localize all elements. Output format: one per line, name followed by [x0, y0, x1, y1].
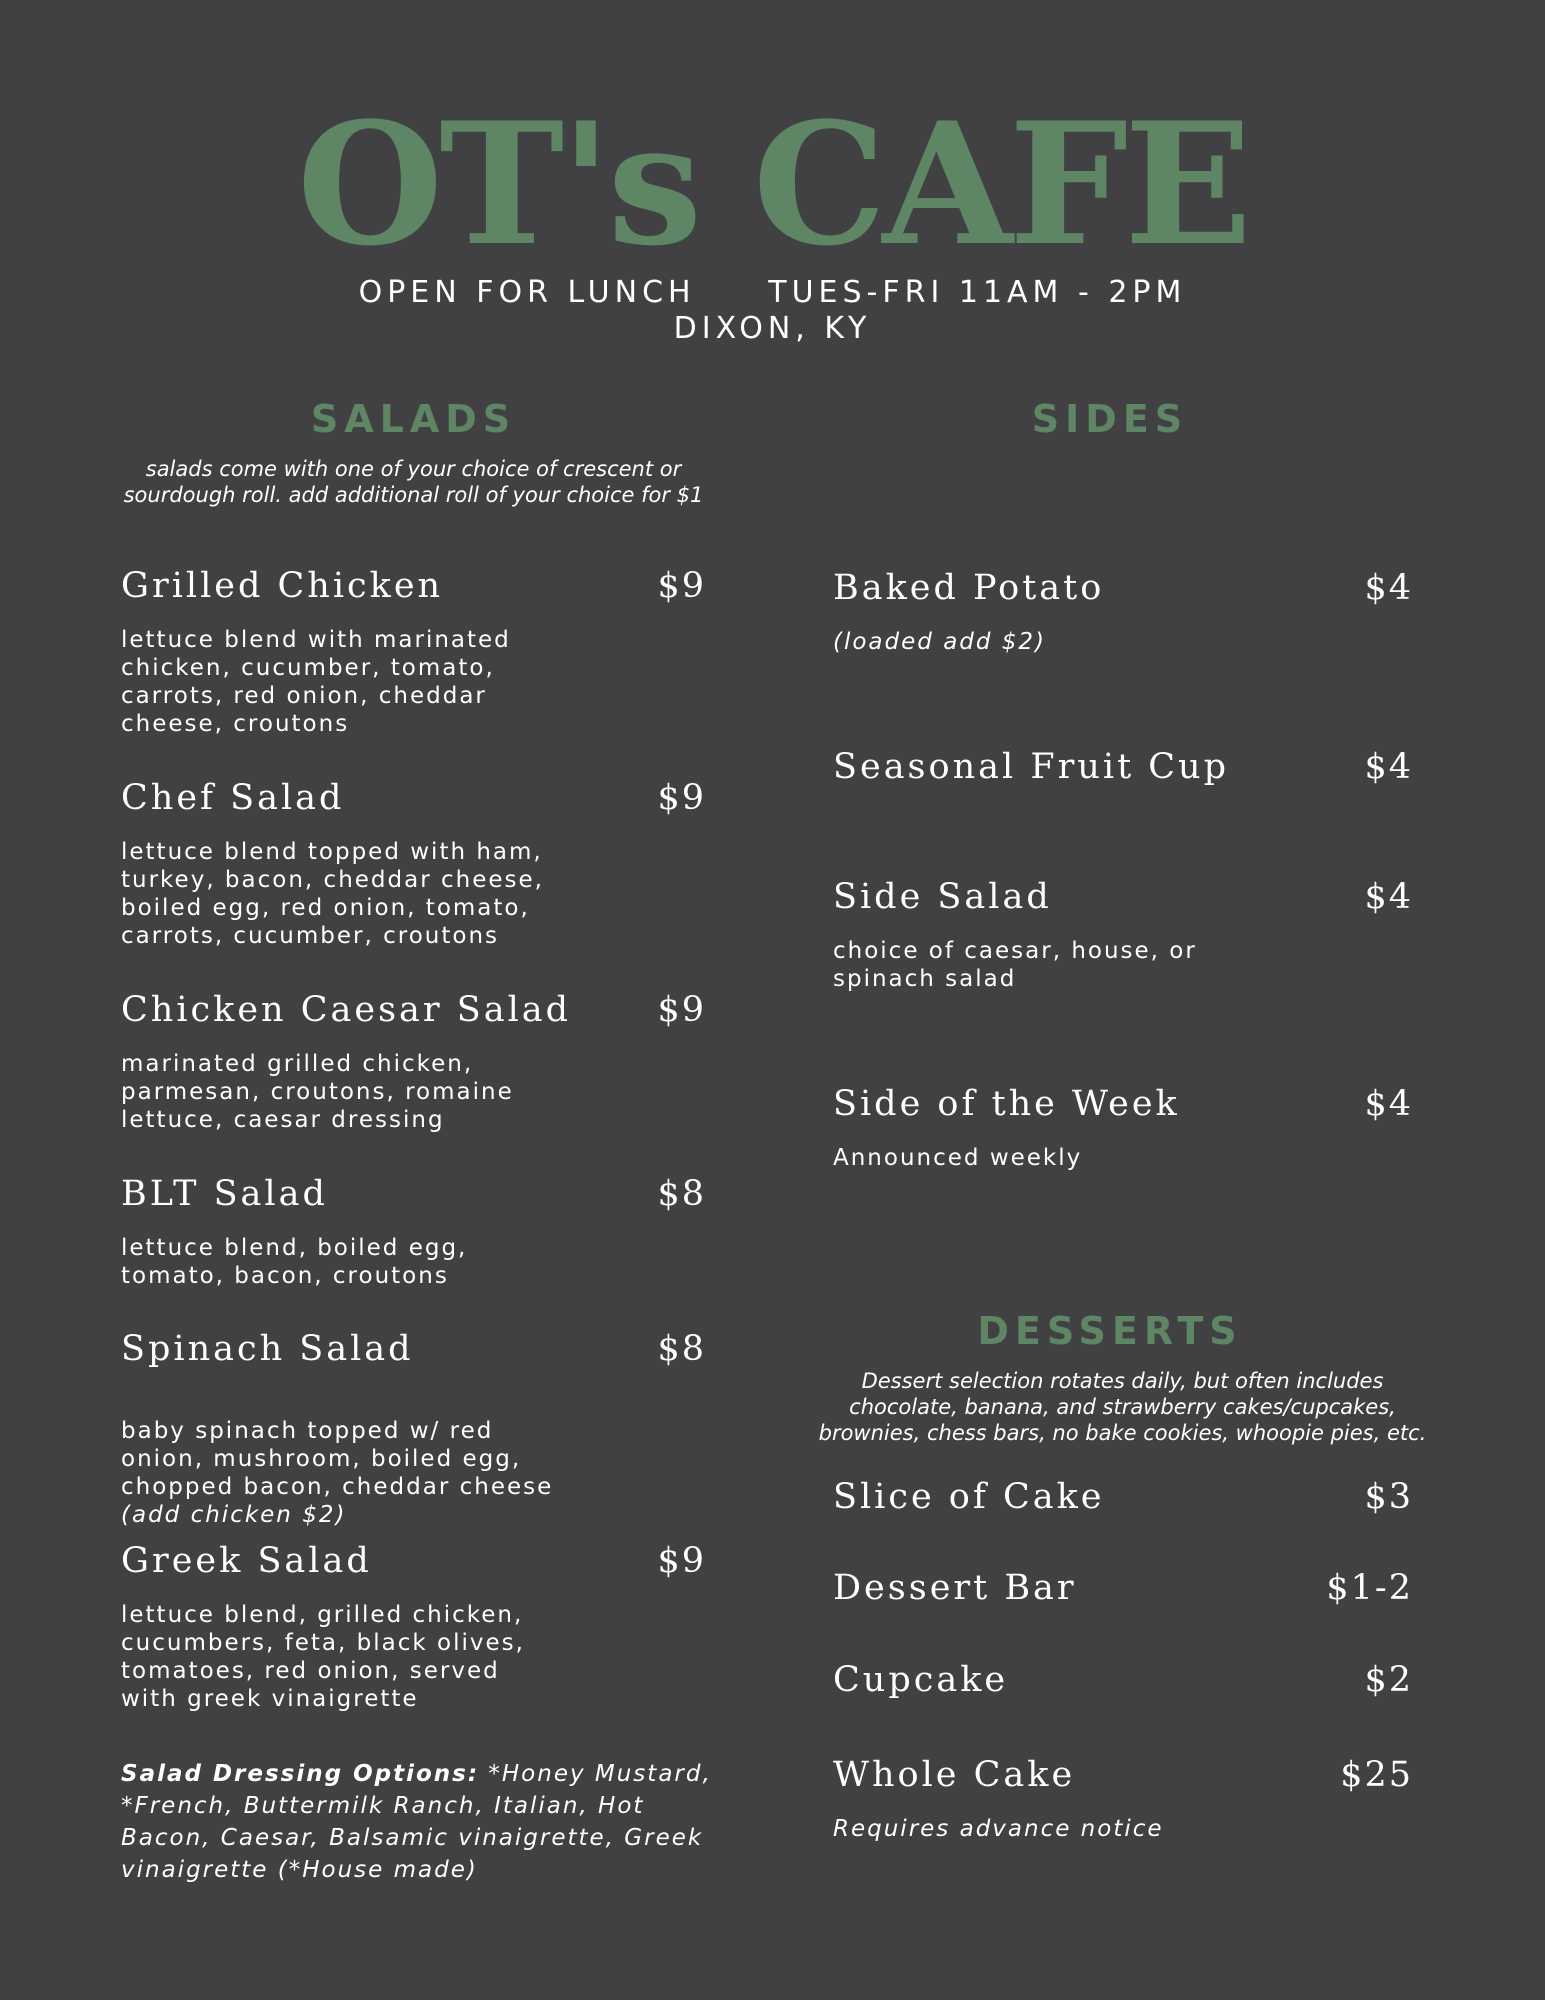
item-price: $8 — [657, 1329, 706, 1369]
item-name: BLT Salad — [121, 1174, 328, 1214]
item-addon: (add chicken $2) — [121, 1502, 347, 1528]
item-name: Spinach Salad — [121, 1329, 414, 1369]
item-name: Slice of Cake — [833, 1477, 1105, 1517]
item-price: $9 — [657, 990, 706, 1030]
hours-line: OPEN FOR LUNCH TUES-FRI 11AM - 2PM — [358, 275, 1187, 310]
dressing-options — [121, 1758, 731, 1886]
item-price: $9 — [657, 566, 706, 606]
item-name: Chef Salad — [121, 778, 345, 818]
item-price: $9 — [657, 1541, 706, 1581]
item-name: Greek Salad — [121, 1541, 372, 1581]
location-line: DIXON, KY — [673, 311, 872, 346]
salads-note: salads come with one of your choice of crescent or sourdough roll. add additional roll of your choice for $1 — [123, 457, 704, 507]
item-description-text: baby spinach topped w/ red onion, mushroom, boiled egg, chopped bacon, cheddar cheese — [121, 1418, 554, 1500]
item-description: lettuce blend, grilled chicken, cucumbers, feta, black olives, tomatoes, red onion, served with greek vinaigrette — [121, 1602, 525, 1712]
dressing-label: Salad Dressing Options: — [121, 1761, 480, 1787]
salads-heading: SALADS — [310, 397, 517, 441]
item-price: $8 — [657, 1174, 706, 1214]
cafe-title: OT's CAFE — [296, 85, 1249, 283]
item-name: Dessert Bar — [833, 1568, 1077, 1608]
item-price: $3 — [1364, 1477, 1413, 1517]
item-price: $2 — [1364, 1660, 1413, 1700]
item-name: Side Salad — [833, 877, 1052, 917]
item-price: $9 — [657, 778, 706, 818]
item-description: (loaded add $2) — [833, 629, 1047, 655]
desserts-heading: DESSERTS — [977, 1309, 1243, 1353]
item-name: Seasonal Fruit Cup — [833, 747, 1229, 787]
item-description: lettuce blend, boiled egg, tomato, bacon, croutons — [121, 1235, 468, 1289]
item-description: Announced weekly — [833, 1145, 1083, 1171]
dressing-list: *Honey Mustard, *French, Buttermilk Ranch, Italian, Hot Bacon, Caesar, Balsamic vinaigrette, Greek vinaigrette (*House made) — [121, 1761, 712, 1883]
desserts-note: Dessert selection rotates daily, but often includes chocolate, banana, and strawberry cakes/cupcakes, brownies, chess bars, no bake cookies, whoopie pies, etc. — [818, 1369, 1427, 1445]
item-name: Grilled Chicken — [121, 566, 444, 606]
item-name: Cupcake — [833, 1660, 1009, 1700]
item-price: $4 — [1364, 1084, 1413, 1124]
item-name: Whole Cake — [833, 1755, 1076, 1795]
item-name: Chicken Caesar Salad — [121, 990, 572, 1030]
item-description: Requires advance notice — [833, 1816, 1164, 1842]
item-price: $25 — [1340, 1755, 1413, 1795]
item-description — [121, 1389, 553, 1557]
item-name: Baked Potato — [833, 568, 1105, 608]
sides-heading: SIDES — [1031, 397, 1189, 441]
item-price: $4 — [1364, 747, 1413, 787]
item-price: $1-2 — [1326, 1568, 1413, 1608]
item-description: lettuce blend with marinated chicken, cucumber, tomato, carrots, red onion, cheddar cheese, croutons — [121, 627, 511, 737]
item-description: marinated grilled chicken, parmesan, croutons, romaine lettuce, caesar dressing — [121, 1051, 514, 1133]
item-name: Side of the Week — [833, 1084, 1180, 1124]
item-description: lettuce blend topped with ham, turkey, bacon, cheddar cheese, boiled egg, red onion, tomato, carrots, cucumber, croutons — [121, 839, 544, 949]
item-description: choice of caesar, house, or spinach salad — [833, 938, 1197, 992]
item-price: $4 — [1364, 877, 1413, 917]
item-price: $4 — [1364, 568, 1413, 608]
